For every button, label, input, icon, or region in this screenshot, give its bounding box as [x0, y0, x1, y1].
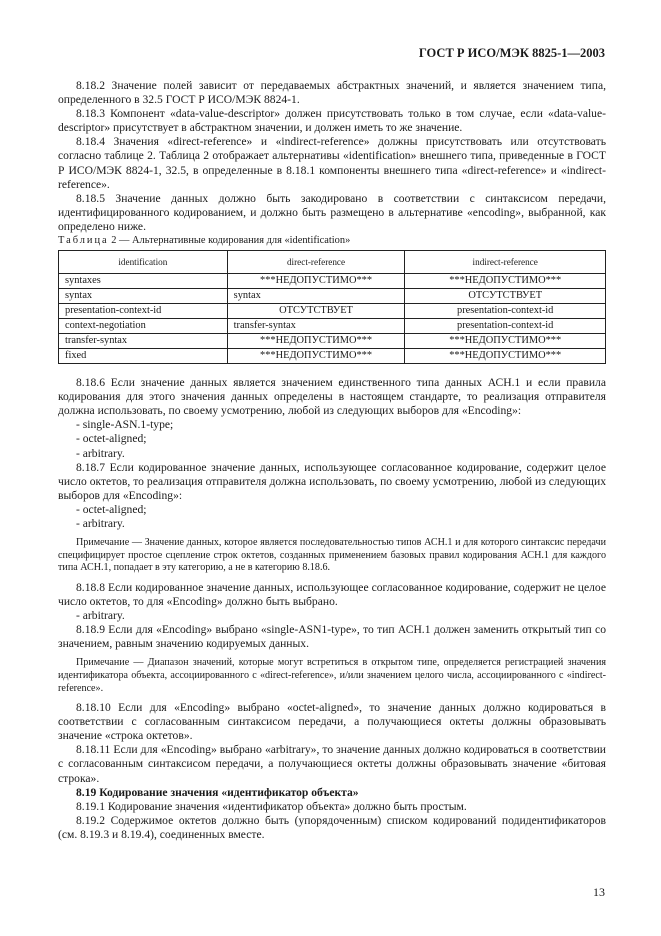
- paragraph-8-18-6: 8.18.6 Если значение данных является значением единственного типа данных АСН.1 и если правила кодирования для этого значения данных определены в настоящем стандарте, то реализация отправителя должна использовать, по своему усмотрению, любой из следующих выборов для «Encoding»:: [58, 376, 606, 418]
- table-cell: ОТСУТСТВУЕТ: [405, 289, 606, 304]
- section-heading-8-19: 8.19 Кодирование значения «идентификатор объекта»: [76, 785, 359, 799]
- table-cell: syntax: [59, 289, 228, 304]
- paragraph-8-19-1: 8.19.1 Кодирование значения «идентификатор объекта» должно быть простым.: [76, 799, 467, 813]
- table-row: [59, 274, 606, 289]
- paragraph-8-18-10: 8.18.10 Если для «Encoding» выбрано «octet-aligned», то значение данных должно кодироваться в соответствии с согласованным синтаксисом передачи, а получающиеся октеты должны образовывать значение «строка октетов».: [58, 701, 606, 743]
- paragraph-8-19-2: 8.19.2 Содержимое октетов должно быть (упорядоченным) списком кодирований подидентификаторов (см. 8.19.3 и 8.19.4), соединенных вместе.: [58, 813, 606, 841]
- paragraph-8-18-4: 8.18.4 Значения «direct-reference» и «indirect-reference» должны присутствовать или отсутствовать согласно таблице 2. Таблица 2 отображает альтернативы «identification» внешнего типа, приведенные в ГОСТ Р ИСО/МЭК 8824-1, 32.5, в определенные в 8.18.1 компоненты внешнего типа «direct-reference» и «indirect-reference».: [58, 135, 606, 191]
- table-caption-label: Таблица: [58, 235, 109, 247]
- table-cell: ***НЕДОПУСТИМО***: [227, 274, 405, 289]
- paragraph-8-18-11: 8.18.11 Если для «Encoding» выбрано «arbitrary», то значение данных должно кодироваться в соответствии с согласованным синтаксисом передачи, а получающиеся октеты должны образовывать значение «битовая строка».: [58, 743, 606, 785]
- table-cell: ***НЕДОПУСТИМО***: [227, 334, 405, 349]
- paragraph-8-18-3: 8.18.3 Компонент «data-value-descriptor» должен присутствовать только в том случае, если «data-value-descriptor» присутствует в абстрактном значении, и должен иметь то же значение.: [58, 107, 606, 135]
- table-row: [59, 289, 606, 304]
- table-cell: transfer-syntax: [227, 319, 405, 334]
- document-header: ГОСТ Р ИСО/МЭК 8825-1—2003: [418, 46, 605, 60]
- table-caption: [58, 234, 606, 247]
- list-item: - arbitrary.: [76, 446, 125, 460]
- table-cell: ***НЕДОПУСТИМО***: [227, 349, 405, 364]
- table-cell: ***НЕДОПУСТИМО***: [405, 334, 606, 349]
- table-cell: presentation-context-id: [405, 304, 606, 319]
- table-cell: context-negotiation: [59, 319, 228, 334]
- table-cell: syntaxes: [59, 274, 228, 289]
- paragraph-8-18-5: 8.18.5 Значение данных должно быть закодировано в соответствии с синтаксисом передачи, идентифицированного кодированием, и должно быть размещено в альтернативе «encoding», выбранной, как определено ниже.: [58, 191, 606, 233]
- page-body: [58, 79, 606, 842]
- paragraph-8-18-9: 8.18.9 Если для «Encoding» выбрано «single-ASN1-type», то тип АСН.1 должен заменить открытый тип со значением, равным значению кодируемых данных.: [58, 623, 606, 651]
- paragraph-8-18-8: 8.18.8 Если кодированное значение данных, использующее согласованное кодирование, содержит не целое число октетов, то для «Encoding» должно быть выбрано.: [58, 580, 606, 608]
- list-item: - single-ASN.1-type;: [76, 418, 174, 432]
- note-2: Примечание — Диапазон значений, которые могут встретиться в открытом типе, определяется регистрацией значения идентификатора объекта, ассоциированного с «direct-reference», и/или значением целого числа, ассоциированного с «indirect-reference».: [58, 657, 606, 694]
- table-cell: fixed: [59, 349, 228, 364]
- list-item: - arbitrary.: [76, 609, 125, 623]
- alternatives-table: [58, 250, 606, 364]
- table-row: [59, 349, 606, 364]
- table-row: [59, 304, 606, 319]
- list-item: - octet-aligned;: [76, 432, 147, 446]
- table-cell: presentation-context-id: [405, 319, 606, 334]
- table-cell: ***НЕДОПУСТИМО***: [405, 274, 606, 289]
- table-row: [59, 334, 606, 349]
- list-item: - arbitrary.: [76, 516, 125, 530]
- table-row: [59, 319, 606, 334]
- list-item: - octet-aligned;: [76, 502, 147, 516]
- table-cell: presentation-context-id: [59, 304, 228, 319]
- table-header-row: [59, 251, 606, 274]
- note-1: Примечание — Значение данных, которое является последовательностью типов АСН.1 и для которого синтаксис передачи специфицирует простое сцепление строк октетов, созданных применением базовых правил кодирования АСН.1 для каждого типа АСН.1, попадает в эту категорию, а не в категорию 8.18.6.: [58, 537, 606, 574]
- header-direct-reference: direct-reference: [227, 251, 405, 274]
- header-identification: identification: [59, 251, 228, 274]
- table-caption-text: 2 — Альтернативные кодирования для «identification»: [111, 235, 351, 247]
- header-indirect-reference: indirect-reference: [405, 251, 606, 274]
- table-cell: transfer-syntax: [59, 334, 228, 349]
- page-number: 13: [593, 885, 605, 899]
- table-cell: ОТСУТСТВУЕТ: [227, 304, 405, 319]
- paragraph-8-18-7: 8.18.7 Если кодированное значение данных, использующее согласованное кодирование, содержит целое число октетов, то реализация отправителя должна использовать, по своему усмотрению, любой из следующих выборов для «Encoding»:: [58, 460, 606, 502]
- table-cell: ***НЕДОПУСТИМО***: [405, 349, 606, 364]
- table-cell: syntax: [227, 289, 405, 304]
- paragraph-8-18-2: 8.18.2 Значение полей зависит от передаваемых абстрактных значений, и является значением типа, определенного в 32.5 ГОСТ Р ИСО/МЭК 8824-1.: [58, 79, 606, 107]
